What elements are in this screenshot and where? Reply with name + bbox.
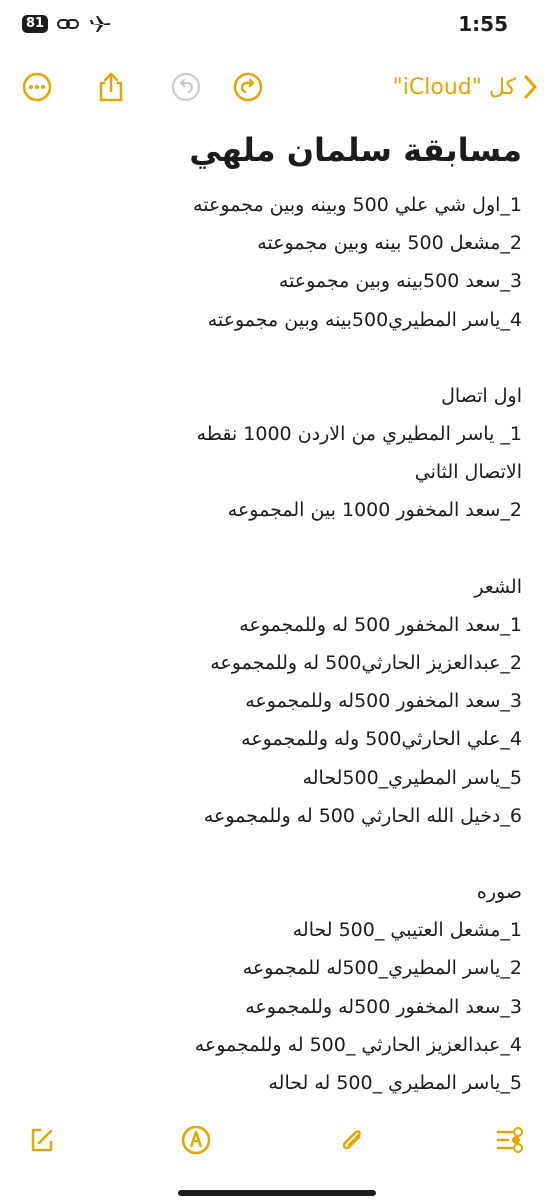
- back-label: كل "iCloud": [392, 74, 516, 100]
- note-line[interactable]: 2_عبدالعزيز الحارثي500 له وللمجموعه: [210, 652, 522, 675]
- attachment-button[interactable]: [334, 1122, 370, 1158]
- note-line[interactable]: 4_ياسر المطيري500بينه وبين مجموعته: [207, 308, 522, 331]
- link-icon: [56, 14, 80, 34]
- markup-button[interactable]: [178, 1122, 214, 1158]
- note-line[interactable]: 1_اول شي علي 500 وبينه وبين مجموعته: [193, 194, 522, 216]
- blank-line: [32, 339, 522, 377]
- new-note-button[interactable]: [24, 1122, 60, 1158]
- note-line[interactable]: 1_ ياسر المطيري من الاردن 1000 نقطه: [196, 423, 522, 446]
- note-toolbar: [0, 60, 554, 116]
- blank-line: [32, 835, 522, 873]
- note-lines: [32, 186, 522, 1102]
- checklist-button[interactable]: [492, 1122, 528, 1158]
- attachment-icon: [337, 1124, 367, 1156]
- note-line[interactable]: 1_سعد المخفور 500 له وللمجموعه: [239, 613, 522, 636]
- redo-button[interactable]: [231, 70, 265, 104]
- note-line[interactable]: 3_سعد المخفور 500له وللمجموعه: [245, 995, 522, 1018]
- note-line[interactable]: 6_دخيل الله الحارثي 500 له وللمجموعه: [203, 804, 522, 827]
- bottom-toolbar: [0, 1114, 554, 1174]
- status-bar: [0, 0, 554, 50]
- note-line[interactable]: صوره: [476, 881, 522, 904]
- share-button[interactable]: [94, 70, 128, 104]
- more-button[interactable]: [20, 70, 54, 104]
- note-line[interactable]: 4_عبدالعزيز الحارثي _500 له وللمجموعه: [194, 1033, 522, 1056]
- note-line[interactable]: الاتصال الثاني: [414, 461, 522, 484]
- note-line[interactable]: 1_مشعل العتيبي _500 لحاله: [292, 919, 522, 942]
- note-body[interactable]: [32, 128, 522, 1102]
- battery-indicator: 81: [22, 15, 48, 33]
- clock: 1:55: [458, 12, 508, 36]
- note-line[interactable]: اول اتصال: [441, 384, 522, 407]
- share-icon: [96, 71, 126, 103]
- more-icon: [21, 71, 53, 103]
- note-line[interactable]: 3_سعد 500بينه وبين مجموعته: [278, 270, 522, 293]
- note-line[interactable]: 5_ياسر المطيري _500 له لحاله: [268, 1072, 522, 1095]
- back-chevron-icon: [522, 74, 538, 100]
- undo-icon: [170, 71, 202, 103]
- status-left: [22, 14, 112, 34]
- compose-icon: [27, 1125, 57, 1155]
- back-to-folders-button[interactable]: [393, 74, 538, 100]
- note-line[interactable]: الشعر: [474, 575, 522, 598]
- home-indicator: [178, 1190, 376, 1196]
- note-line[interactable]: 4_علي الحارثي500 وله وللمجموعه: [241, 728, 522, 751]
- blank-line: [32, 530, 522, 568]
- note-line[interactable]: 3_سعد المخفور 500له وللمجموعه: [245, 690, 522, 713]
- note-line[interactable]: 5_ياسر المطيري_500لحاله: [302, 766, 522, 789]
- markup-icon: [180, 1124, 212, 1156]
- note-title[interactable]: مسابقة سلمان ملهي: [189, 131, 522, 169]
- note-line[interactable]: 2_مشعل 500 بينه وبين مجموعته: [257, 232, 522, 255]
- undo-button[interactable]: [169, 70, 203, 104]
- airplane-icon: [88, 14, 112, 34]
- redo-icon: [232, 71, 264, 103]
- note-line[interactable]: 2_سعد المخفور 1000 بين المجموعه: [227, 499, 522, 522]
- checklist-icon: [494, 1124, 526, 1156]
- note-line[interactable]: 2_ياسر المطيري_500له للمجموعه: [242, 957, 522, 980]
